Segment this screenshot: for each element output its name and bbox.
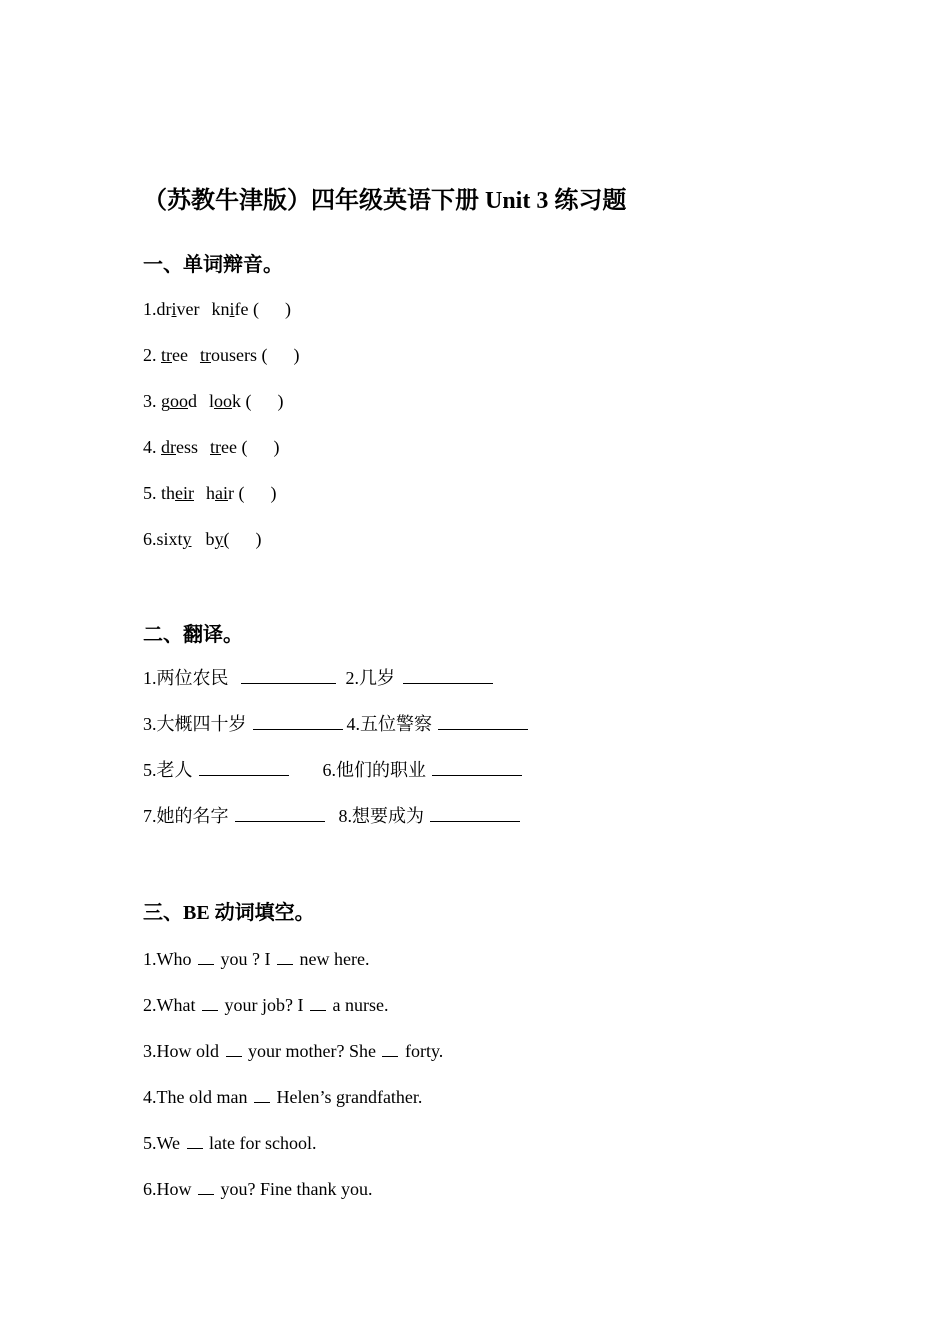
be-verb-item-3: 3.How old your mother? She forty. [143, 1041, 444, 1061]
answer-paren[interactable]: ( ) [245, 391, 284, 411]
phonics-item-4: 4. dress tree ( ) [143, 437, 280, 457]
answer-paren[interactable]: ( ) [223, 529, 262, 549]
phonics-item-3: 3. good look ( ) [143, 391, 284, 411]
answer-blank[interactable] [438, 712, 528, 730]
answer-blank[interactable] [199, 758, 289, 776]
answer-blank[interactable] [310, 993, 326, 1011]
be-verb-item-2: 2.What your job? I a nurse. [143, 995, 389, 1015]
answer-paren[interactable]: ( ) [238, 483, 277, 503]
answer-blank[interactable] [241, 666, 336, 684]
phonics-item-6: 6.sixty by( ) [143, 529, 262, 549]
translation-row-3: 5.老人 6.他们的职业 [143, 758, 524, 782]
be-verb-item-4: 4.The old man Helen’s grandfather. [143, 1087, 423, 1107]
be-verb-item-6: 6.How you? Fine thank you. [143, 1179, 373, 1199]
be-verb-item-5: 5.We late for school. [143, 1133, 317, 1153]
be-verb-item-1: 1.Who you ? I new here. [143, 949, 370, 969]
answer-paren[interactable]: ( ) [261, 345, 300, 365]
answer-paren[interactable]: ( ) [253, 299, 291, 319]
answer-blank[interactable] [254, 1085, 270, 1103]
section2-heading: 二、翻译。 [143, 624, 243, 646]
phonics-item-5: 5. their hair ( ) [143, 483, 277, 503]
answer-blank[interactable] [235, 804, 325, 822]
page-title: （苏教牛津版）四年级英语下册 Unit 3 练习题 [143, 188, 627, 214]
answer-blank[interactable] [226, 1039, 242, 1057]
section3-heading: 三、BE 动词填空。 [143, 902, 315, 924]
answer-blank[interactable] [187, 1131, 203, 1149]
answer-blank[interactable] [432, 758, 522, 776]
answer-blank[interactable] [198, 1177, 214, 1195]
answer-blank[interactable] [202, 993, 218, 1011]
translation-row-4: 7.她的名字 8.想要成为 [143, 804, 522, 828]
answer-blank[interactable] [430, 804, 520, 822]
answer-blank[interactable] [277, 947, 293, 965]
answer-blank[interactable] [382, 1039, 398, 1057]
translation-row-2: 3.大概四十岁 4.五位警察 [143, 712, 530, 736]
translation-row-1: 1.两位农民 2.几岁 [143, 666, 495, 690]
answer-blank[interactable] [198, 947, 214, 965]
answer-blank[interactable] [403, 666, 493, 684]
answer-blank[interactable] [253, 712, 343, 730]
phonics-item-1: 1.driver knife ( ) [143, 299, 291, 319]
phonics-item-2: 2. tree trousers ( ) [143, 345, 300, 365]
section1-heading: 一、单词辩音。 [143, 254, 283, 276]
answer-paren[interactable]: ( ) [241, 437, 280, 457]
